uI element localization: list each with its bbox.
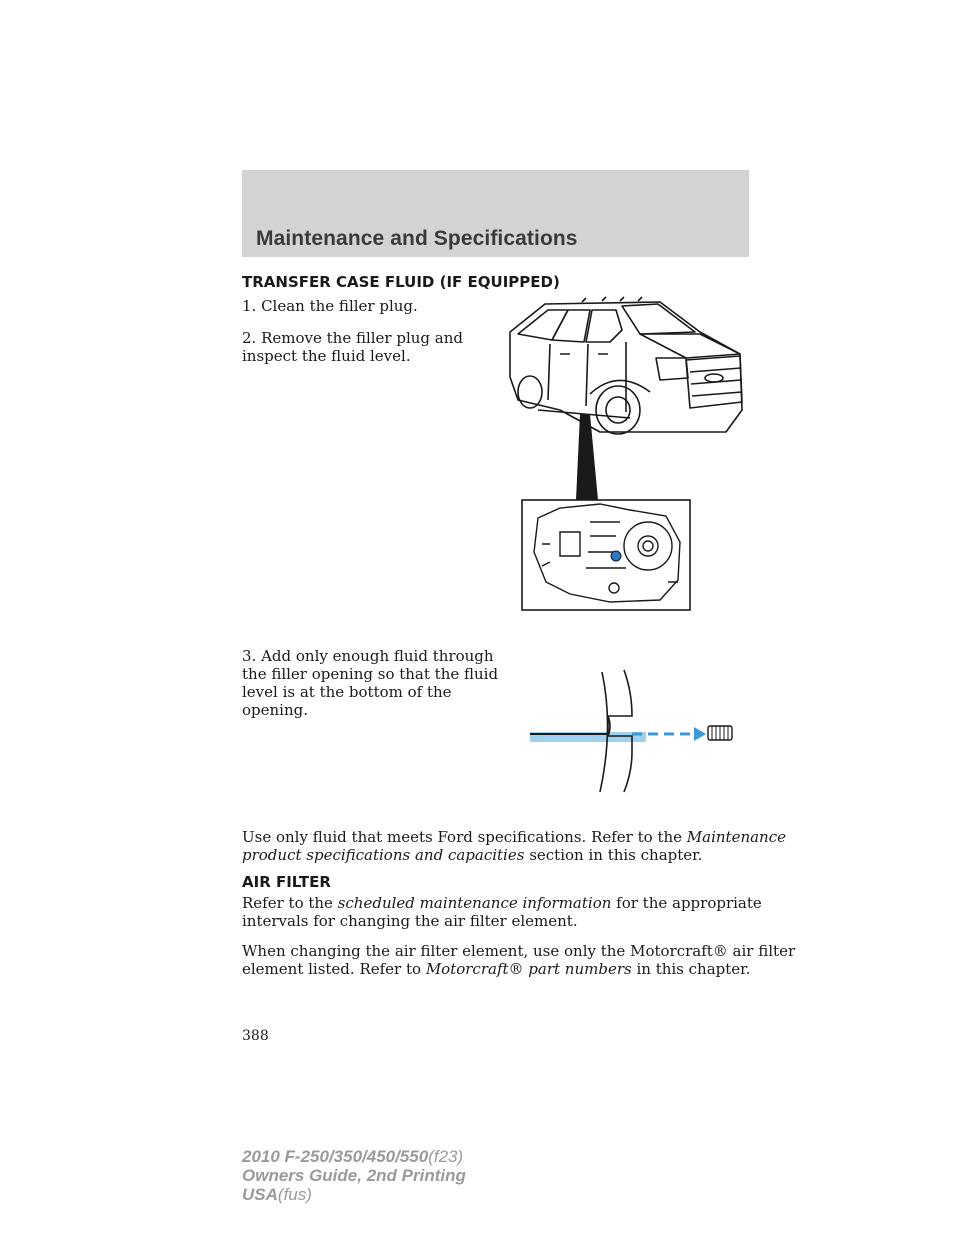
footer-guide: Owners Guide, 2nd Printing	[242, 1166, 466, 1185]
step-3	[242, 647, 498, 719]
insertion-arrow-head	[694, 727, 706, 741]
footer-region-code: (fus)	[277, 1185, 312, 1204]
truck-drawing	[510, 297, 742, 434]
chapter-title: Maintenance and Specifications	[256, 227, 578, 250]
p2-reference: Motorcraft® part numbers	[425, 960, 637, 978]
step-3-line-3: level is at the bottom of the	[242, 683, 452, 701]
fluid-specification-note	[242, 828, 786, 864]
step-3-line-1: 3. Add only enough fluid through	[242, 647, 494, 665]
p1-text: Refer to the	[242, 894, 338, 912]
document-footer	[242, 1147, 466, 1204]
note-reference-capacities: product specifications and capacities	[242, 846, 530, 864]
p1-text-cont: for the appropriate	[616, 894, 762, 912]
footer-model: 2010 F-250/350/450/550	[242, 1147, 429, 1166]
truck-transfer-case-illustration	[490, 282, 750, 612]
filler-plug-bolt	[708, 726, 732, 740]
note-reference-maintenance: Maintenance	[686, 828, 786, 846]
pointer-wedge	[576, 414, 598, 500]
step-3-line-2: the filler opening so that the fluid	[242, 665, 499, 683]
note-text: Use only fluid that meets Ford specifications. Refer to the	[242, 828, 687, 846]
filler-plug-marker	[611, 551, 621, 561]
step-1: 1. Clean the filler plug.	[242, 297, 418, 315]
chapter-header	[242, 170, 749, 257]
section-heading-air-filter: AIR FILTER	[242, 873, 331, 891]
page-number: 388	[242, 1028, 269, 1044]
p1-text-line-2: intervals for changing the air filter element.	[242, 912, 578, 930]
step-2-line-2: inspect the fluid level.	[242, 347, 411, 365]
fluid-level-illustration	[528, 668, 738, 794]
footer-region: USA	[242, 1185, 278, 1204]
p2-text: When changing the air filter element, use only the Motorcraft® air filter	[242, 942, 796, 960]
case-wall-drawing	[530, 670, 632, 792]
step-3-line-4: opening.	[242, 701, 308, 719]
p1-reference: scheduled maintenance information	[337, 894, 617, 912]
step-2-line-1: 2. Remove the filler plug and	[242, 329, 464, 347]
footer-model-code: (f23)	[428, 1147, 464, 1166]
step-2	[242, 329, 463, 365]
p2-text-line-2: element listed. Refer to	[242, 960, 426, 978]
p2-text-end: in this chapter.	[636, 960, 751, 978]
air-filter-paragraph-2	[242, 942, 795, 978]
note-text-end: section in this chapter.	[529, 846, 703, 864]
section-heading-transfer-case: TRANSFER CASE FLUID (IF EQUIPPED)	[242, 273, 560, 291]
air-filter-paragraph-1	[242, 894, 762, 930]
